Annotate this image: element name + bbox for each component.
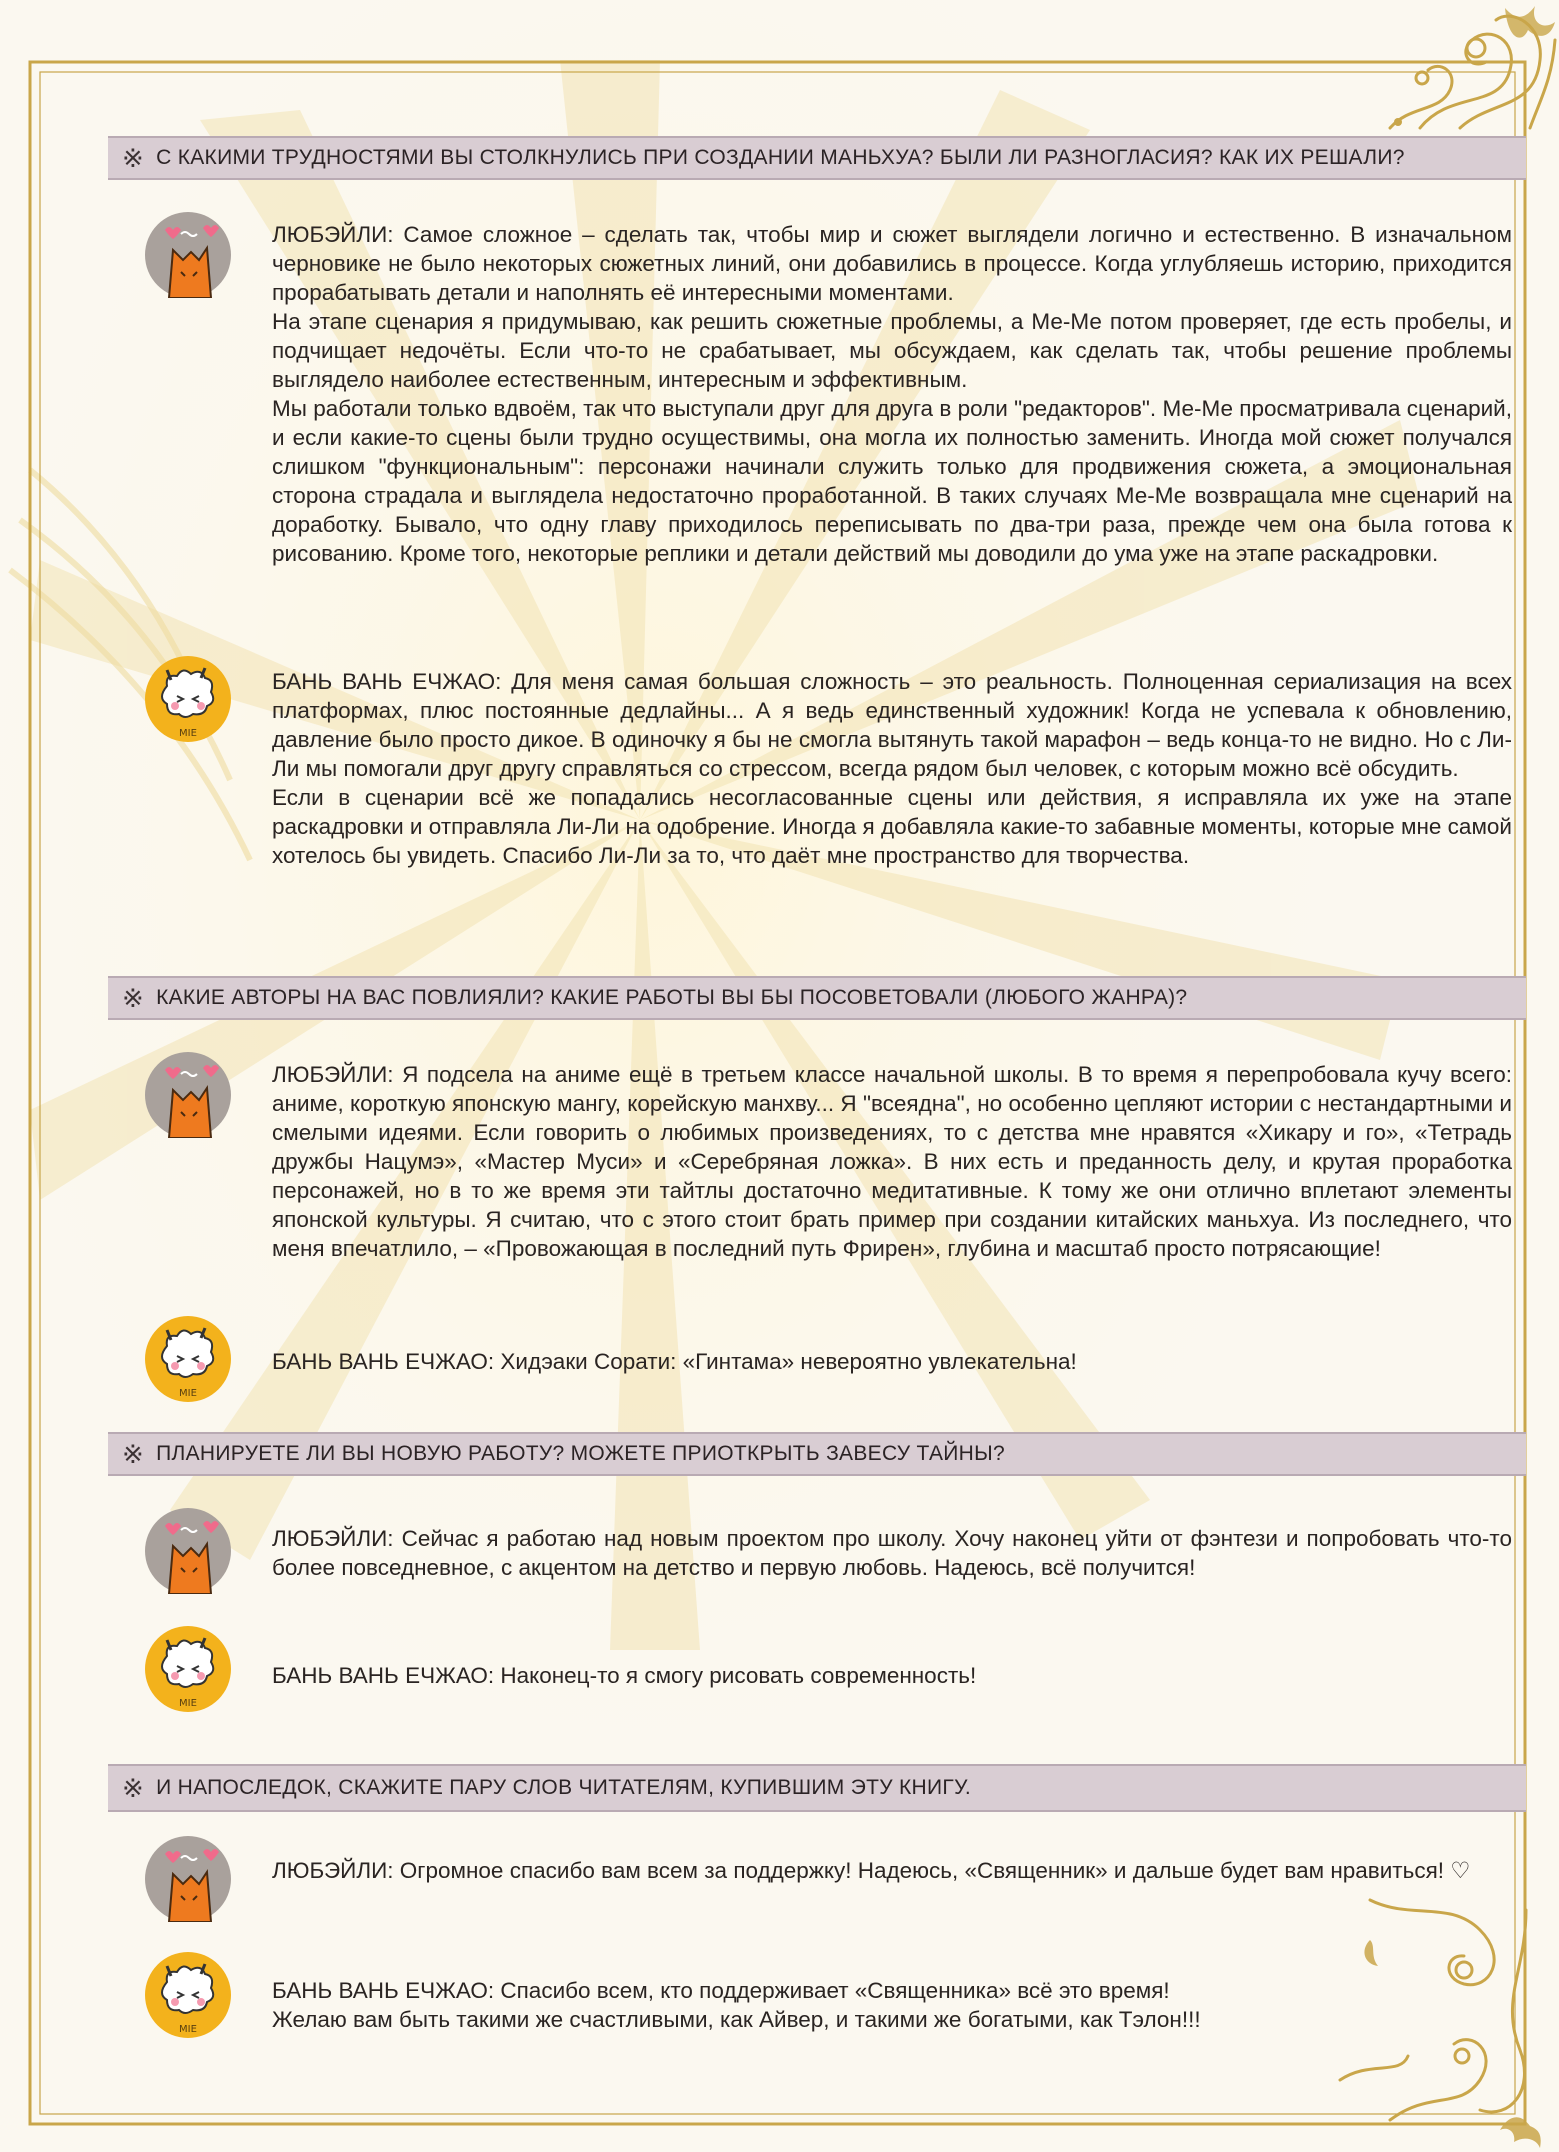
answer-paragraph: ЛЮБЭЙЛИ: Я подсела на аниме ещё в третьем классе начальной школы. В то время я перепробовала кучу всего: аниме, короткую японскую мангу, корейскую манхву... Я "всеядна", но особенно цепляют истории с нестандартными и смелыми идеями. Если говорить о любимых произведениях, то с детства мне нравятся «Хикару и го», «Тетрадь дружбы Нацумэ», «Мастер Муси» и «Серебряная ложка». В них есть и преданность делу, и крутая проработка персонажей, но в то же время эти тайтлы достаточно медитативные. К тому же они отлично вплетают элементы японской культуры. Я считаю, что с этого стоит брать пример при создании китайских маньхуа. Из последнего, что меня впечатлило, – «Провожающая в последний путь Фрирен», глубина и масштаб просто потрясающие! — [272, 1062, 1512, 1261]
lubeili-avatar — [145, 1052, 231, 1138]
answer-paragraph: БАНЬ ВАНЬ ЕЧЖАО: Наконец-то я смогу рисовать современность! — [272, 1663, 977, 1688]
answer-paragraph: Желаю вам быть такими же счастливыми, как Айвер, и такими же богатыми, как Тэлон!!! — [272, 2007, 1201, 2032]
answer-banwan — [272, 1347, 1512, 1376]
reference-mark-icon: ※ — [122, 1772, 145, 1803]
lubeili-avatar — [145, 1836, 231, 1922]
answer-banwan — [272, 667, 1512, 870]
answer-paragraph: Если в сценарии всё же попадались несогласованные сцены или действия, я исправляла их уже на этапе раскадровки и отправляла Ли-Ли на одобрение. Иногда я добавляла какие-то забавные моменты, которые мне самой хотелось бы увидеть. Спасибо Ли-Ли за то, что даёт мне пространство для творчества. — [272, 785, 1512, 868]
question-bar — [108, 1432, 1526, 1476]
reference-mark-icon: ※ — [122, 142, 145, 173]
banwan-avatar — [145, 1952, 231, 2038]
fox-avatar-icon — [145, 1508, 231, 1594]
sheep-avatar-icon — [145, 656, 231, 742]
reference-mark-icon: ※ — [122, 1438, 145, 1469]
reference-mark-icon: ※ — [122, 982, 145, 1013]
answer-banwan — [272, 1661, 1512, 1690]
answer-paragraph: БАНЬ ВАНЬ ЕЧЖАО: Спасибо всем, кто поддерживает «Священника» всё это время! — [272, 1978, 1170, 2003]
question-bar — [108, 1764, 1526, 1812]
answer-paragraph: На этапе сценария я придумываю, как решить сюжетные проблемы, а Ме-Ме потом проверяет, где есть пробелы, и подчищает недочёты. Если что-то не срабатывает, мы обсуждаем, как сделать так, чтобы решение проблемы выглядело наиболее естественным, интересным и эффективным. — [272, 309, 1512, 392]
question-text: С КАКИМИ ТРУДНОСТЯМИ ВЫ СТОЛКНУЛИСЬ ПРИ СОЗДАНИИ МАНЬХУА? БЫЛИ ЛИ РАЗНОГЛАСИЯ? КАК ИХ РЕШАЛИ? — [156, 146, 1405, 169]
sheep-avatar-icon — [145, 1626, 231, 1712]
answer-lubeili — [272, 1524, 1512, 1582]
answer-lubeili — [272, 1060, 1512, 1263]
lubeili-avatar — [145, 212, 231, 298]
avatar-badge: MIE — [179, 1698, 197, 1709]
answer-lubeili — [272, 220, 1512, 568]
answer-paragraph: Мы работали только вдвоём, так что выступали друг для друга в роли "редакторов". Ме-Ме просматривала сценарий, и если какие-то сцены были трудно осуществимы, она могла их полностью заменить. Иногда мой сюжет получался слишком "функциональным": персонажи начинали служить только для продвижения сюжета, а эмоциональная сторона страдала и выглядела недостаточно проработанной. В таких случаях Ме-Ме возвращала мне сценарий на доработку. Бывало, что одну главу приходилось переписывать по два-три раза, прежде чем она была готова к рисованию. Кроме того, некоторые реплики и детали действий мы доводили до ума уже на этапе раскадровки. — [272, 396, 1512, 566]
avatar-badge: MIE — [179, 1388, 197, 1399]
fox-avatar-icon — [145, 1052, 231, 1138]
answer-paragraph: ЛЮБЭЙЛИ: Сейчас я работаю над новым проектом про школу. Хочу наконец уйти от фэнтези и попробовать что-то более повседневное, с акцентом на детство и первую любовь. Надеюсь, всё получится! — [272, 1526, 1512, 1580]
banwan-avatar — [145, 1626, 231, 1712]
question-bar — [108, 976, 1526, 1020]
banwan-avatar — [145, 1316, 231, 1402]
answer-paragraph: БАНЬ ВАНЬ ЕЧЖАО: Хидэаки Сорати: «Гинтама» невероятно увлекательна! — [272, 1349, 1077, 1374]
sheep-avatar-icon — [145, 1952, 231, 2038]
question-text: ПЛАНИРУЕТЕ ЛИ ВЫ НОВУЮ РАБОТУ? МОЖЕТЕ ПРИОТКРЫТЬ ЗАВЕСУ ТАЙНЫ? — [156, 1442, 1005, 1465]
answer-paragraph: ЛЮБЭЙЛИ: Огромное спасибо вам всем за поддержку! Надеюсь, «Священник» и дальше будет вам нравиться! ♡ — [272, 1858, 1471, 1883]
answer-paragraph: БАНЬ ВАНЬ ЕЧЖАО: Для меня самая большая сложность – это реальность. Полноценная сериализация на всех платформах, плюс постоянные дедлайны... А я ведь единственный художник! Когда не успевала к обновлению, давление было просто дикое. В одиночку я бы не смогла вытянуть такой марафон – ведь конца-то не видно. Но с Ли-Ли мы помогали друг другу справляться со стрессом, всегда рядом был человек, с которым можно всё обсудить. — [272, 669, 1512, 781]
sheep-avatar-icon — [145, 1316, 231, 1402]
banwan-avatar — [145, 656, 231, 742]
answer-banwan — [272, 1976, 1512, 2034]
lubeili-avatar — [145, 1508, 231, 1594]
fox-avatar-icon — [145, 1836, 231, 1922]
question-bar — [108, 136, 1526, 180]
answer-paragraph: ЛЮБЭЙЛИ: Самое сложное – сделать так, чтобы мир и сюжет выглядели логично и естественно. В изначальном черновике не было некоторых сюжетных линий, они добавились в процессе. Когда углубляешь историю, приходится прорабатывать детали и наполнять её интересными моментами. — [272, 222, 1512, 305]
question-text: И НАПОСЛЕДОК, СКАЖИТЕ ПАРУ СЛОВ ЧИТАТЕЛЯМ, КУПИВШИМ ЭТУ КНИГУ. — [156, 1776, 972, 1799]
fox-avatar-icon — [145, 212, 231, 298]
avatar-badge: MIE — [179, 728, 197, 739]
answer-lubeili — [272, 1856, 1512, 1885]
avatar-badge: MIE — [179, 2024, 197, 2035]
question-text: КАКИЕ АВТОРЫ НА ВАС ПОВЛИЯЛИ? КАКИЕ РАБОТЫ ВЫ БЫ ПОСОВЕТОВАЛИ (ЛЮБОГО ЖАНРА)? — [156, 986, 1188, 1009]
